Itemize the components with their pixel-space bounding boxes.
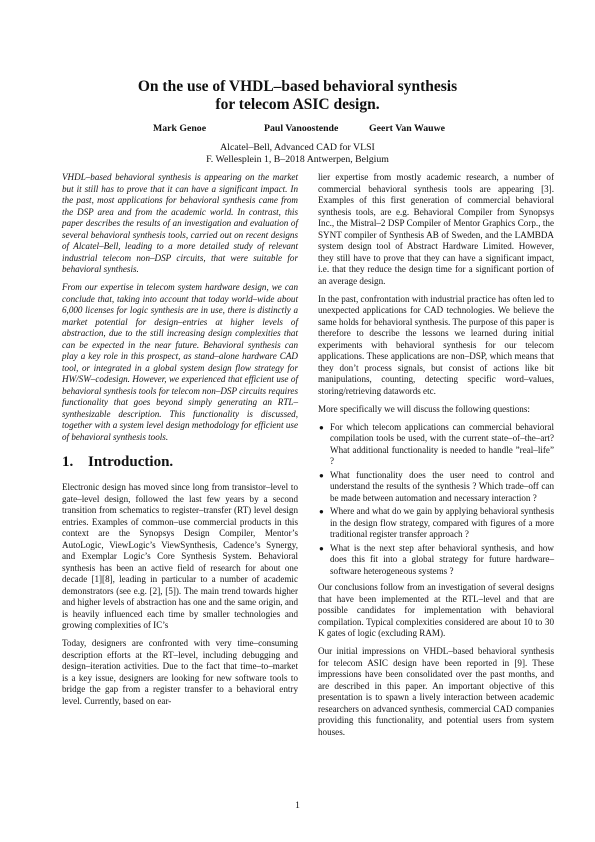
list-item [318, 470, 554, 505]
author-3: Geert Van Wauwe [369, 123, 446, 134]
body-paragraph-3: lier expertise from mostly academic research, a number of commercial behavioral synthesis tools are appearing [3]. Examples of this first generation of commercial behavioral synthesis tools, are e.g. Behavioral Compiler from Synopsys Inc., the Mistral–2 DSP Compiler of Mentor Graphics Corp., the SYNT compiler of Synthesis AB of Sweden, and the LAMBDA system design tool of Abstract Hardware Limited. However, they still have to prove that they can have a significant impact, i.e. that they reduce the design time for a significant portion of an average design. [318, 172, 554, 286]
affiliation-line-1: Alcatel–Bell, Advanced CAD for VLSI [220, 142, 375, 153]
body-paragraph-2: Today, designers are confronted with very time–consuming description efforts at the RT–level, including debugging and design–iteration activities. Due to the fact that time–to–market is a key issue, designers are looking for new software tools to bridge the gap from a register transfer to a behavioral entry level. Currently, based on ear- [62, 638, 298, 706]
section-number: 1. [62, 454, 74, 470]
affiliation-line-2: F. Wellesplein 1, B–2018 Antwerpen, Belgium [206, 154, 389, 165]
list-item [318, 506, 554, 541]
section-title: Introduction. [88, 454, 174, 470]
right-column [318, 172, 554, 745]
body-paragraph-1: Electronic design has moved since long from transistor–level to gate–level design, followed the last few years by a second transition from schematics to register–transfer (RT) level design entries. Examples of common–use commercial products in this context are the Synopsys Design Compiler, Mentor’s AutoLogic, ViewLogic’s ViewSynthesis, Cadence’s Synergy, and Exemplar Logic’s Core Synthesis System. Behavioral synthesis has been an active field of research for about one decade [1][8], leading in particular to a number of academic demonstrators (see e.g. [2], [5]). The main trend towards higher and higher levels of abstraction has one and the same origin, and is heavily influenced each time by smaller technologies and growing complexities of IC’s [62, 482, 298, 630]
list-item [318, 543, 554, 578]
list-item-text: What functionality does the user need to control and understand the results of the synthesis ? Which trade–off can be made between automation and necessary interaction ? [330, 469, 554, 503]
author-1: Mark Genoe [153, 123, 207, 134]
bullet-icon: ● [319, 507, 324, 516]
page-number: 1 [295, 801, 300, 811]
bullet-icon: ● [319, 470, 324, 480]
body-paragraph-7: Our initial impressions on VHDL–based behavioral synthesis for telecom ASIC design have been reported in [9]. These impressions have been consolidated over the past months, and are described in this paper. An important objective of this presentation is to spawn a lively interaction between academic researchers on advanced synthesis, commercial CAD companies providing this functionality, and potential users from system houses. [318, 646, 554, 737]
list-item-text: For which telecom applications can commercial behavioral compilation tools be used, with the current state–of–the–art? What additional functionality is needed to handle ”real–life” ? [330, 421, 554, 466]
abstract-paragraph-1: VHDL–based behavioral synthesis is appearing on the market but it still has to prove that it can have a significant impact. In the past, most applications for behavioral synthesis came from the DSP area and from the academic world. In contrast, this paper describes the results of an investigation and evaluation of several behavioral synthesis tools, carried out on recent designs of Alcatel–Bell, leading to a more detailed study of relevant industrial telecom non–DSP circuits, that were suitable for behavioral synthesis. [62, 172, 298, 274]
list-item-text: What is the next step after behavioral synthesis, and how does this fit into a global strategy for future hardware–software heterogeneous systems ? [330, 542, 554, 576]
body-paragraph-5: More specifically we will discuss the following questions: [318, 403, 530, 414]
body-paragraph-4: In the past, confrontation with industrial practice has often led to unexpected applications for CAD technologies. We believe the same holds for behavioral synthesis. The purpose of this paper is therefore to describe the lessons we learned during initial experiments with behavioral synthesis for our telecom applications. These applications are non–DSP, which means that they don’t process signals, but consist of actions like bit manipulations, counting, detecting specific word–values, storing/retrieving datawords etc. [318, 293, 554, 396]
body-paragraph-6: Our conclusions follow from an investigation of several designs that have been implemented at the RTL–level and that are possible candidates for implementation with behavioral compilation. Typical complexities considered are about 10 to 30 K gates of logic (excluding RAM). [318, 582, 554, 638]
section-heading [62, 453, 298, 471]
abstract-paragraph-2: From our expertise in telecom system hardware design, we can conclude that, taking into account that today world–wide about 6,000 licenses for logic synthesis are in use, there is distinctly a market potential for design–entries at higher levels of abstraction, due to the still increasing design complexities that can be expected in the near future. Behavioral synthesis can play a key role in this prospect, as stand–alone hardware CAD tool, or integrated in a global system design flow strategy for HW/SW–codesign. However, we experienced that efficient use of behavioral synthesis tools for telecom non–DSP circuits requires functionality that goes beyond simply generating an RTL–synthesizable description. This functionality is discussed, together with a system level design methodology for efficient use of behavioral synthesis tools. [62, 282, 298, 442]
left-column [62, 172, 298, 714]
author-2: Paul Vanoostende [264, 123, 339, 134]
bullet-icon: ● [319, 422, 324, 432]
question-list [318, 422, 554, 578]
author-list [0, 123, 595, 135]
list-item [318, 422, 554, 468]
paper-title-line-2: for telecom ASIC design. [215, 96, 380, 113]
list-item-text: Where and what do we gain by applying behavioral synthesis in the design flow strategy, compared with figures of a more traditional register transfer approach ? [330, 506, 554, 539]
bullet-icon: ● [319, 543, 324, 553]
paper-title-line-1: On the use of VHDL–based behavioral synthesis [137, 78, 458, 95]
